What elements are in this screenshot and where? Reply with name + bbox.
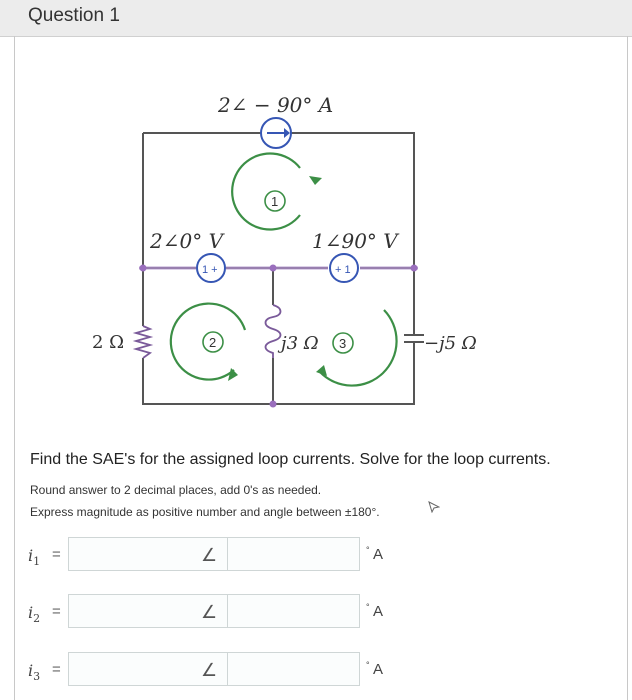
equals-sign: =: [52, 661, 61, 678]
node-bottom: [270, 401, 277, 408]
inductor-j3: [266, 305, 281, 358]
i3-angle-input[interactable]: [227, 652, 360, 686]
angle-symbol: ∠: [201, 545, 218, 565]
inductor-label: j3 Ω: [281, 333, 319, 354]
loop-3-label: 3: [339, 336, 347, 351]
unit-label: ° A: [366, 602, 383, 620]
i1-angle-input[interactable]: [227, 537, 360, 571]
current-source: [261, 118, 291, 148]
resistor-2ohm: [136, 326, 150, 358]
voltage-source-left: [197, 254, 225, 282]
angle-symbol: ∠: [201, 660, 218, 680]
resistor-label: 2 Ω: [92, 332, 125, 353]
answer-row-i3: [0, 652, 632, 692]
variable-i3: $i_3$: [28, 661, 41, 684]
question-instruction: Find the SAE's for the assigned loop currents. Solve for the loop currents.: [30, 451, 551, 468]
node-left: [140, 265, 147, 272]
equals-sign: =: [52, 546, 61, 563]
unit-label: ° A: [366, 545, 383, 563]
i2-angle-input[interactable]: [227, 594, 360, 628]
answer-row-i1: [0, 537, 632, 577]
vs-left-polarity: 1 +: [202, 264, 218, 276]
loop-1-label: 1: [271, 194, 279, 209]
capacitor-label: −j5 Ω: [424, 333, 477, 354]
loop-2-arrow: [171, 304, 245, 381]
answer-row-i2: [0, 594, 632, 634]
capacitor-j5: [404, 328, 424, 346]
unit-label: ° A: [366, 660, 383, 678]
question-title: Question 1: [28, 5, 120, 26]
node-right: [411, 265, 418, 272]
voltage-source-left-label: 2∠0° V: [150, 229, 224, 253]
voltage-source-right: [330, 254, 358, 282]
variable-i2: $i_2$: [28, 603, 41, 626]
rounding-instruction: Round answer to 2 decimal places, add 0's as needed.: [30, 483, 322, 497]
equals-sign: =: [52, 603, 61, 620]
loop-3-arrow: [316, 310, 397, 386]
loop-1-arrow: [232, 153, 322, 229]
variable-i1: $i_1$: [28, 546, 41, 569]
current-source-label: 2∠ − 90° A: [218, 93, 334, 117]
node-middle: [270, 265, 277, 272]
vs-right-polarity: + 1: [335, 264, 351, 276]
mouse-cursor-icon: [428, 501, 440, 513]
loop-2-label: 2: [209, 335, 217, 350]
format-instruction: Express magnitude as positive number and angle between ±180°.: [30, 505, 380, 519]
angle-symbol: ∠: [201, 602, 218, 622]
voltage-source-right-label: 1∠90° V: [312, 229, 398, 253]
